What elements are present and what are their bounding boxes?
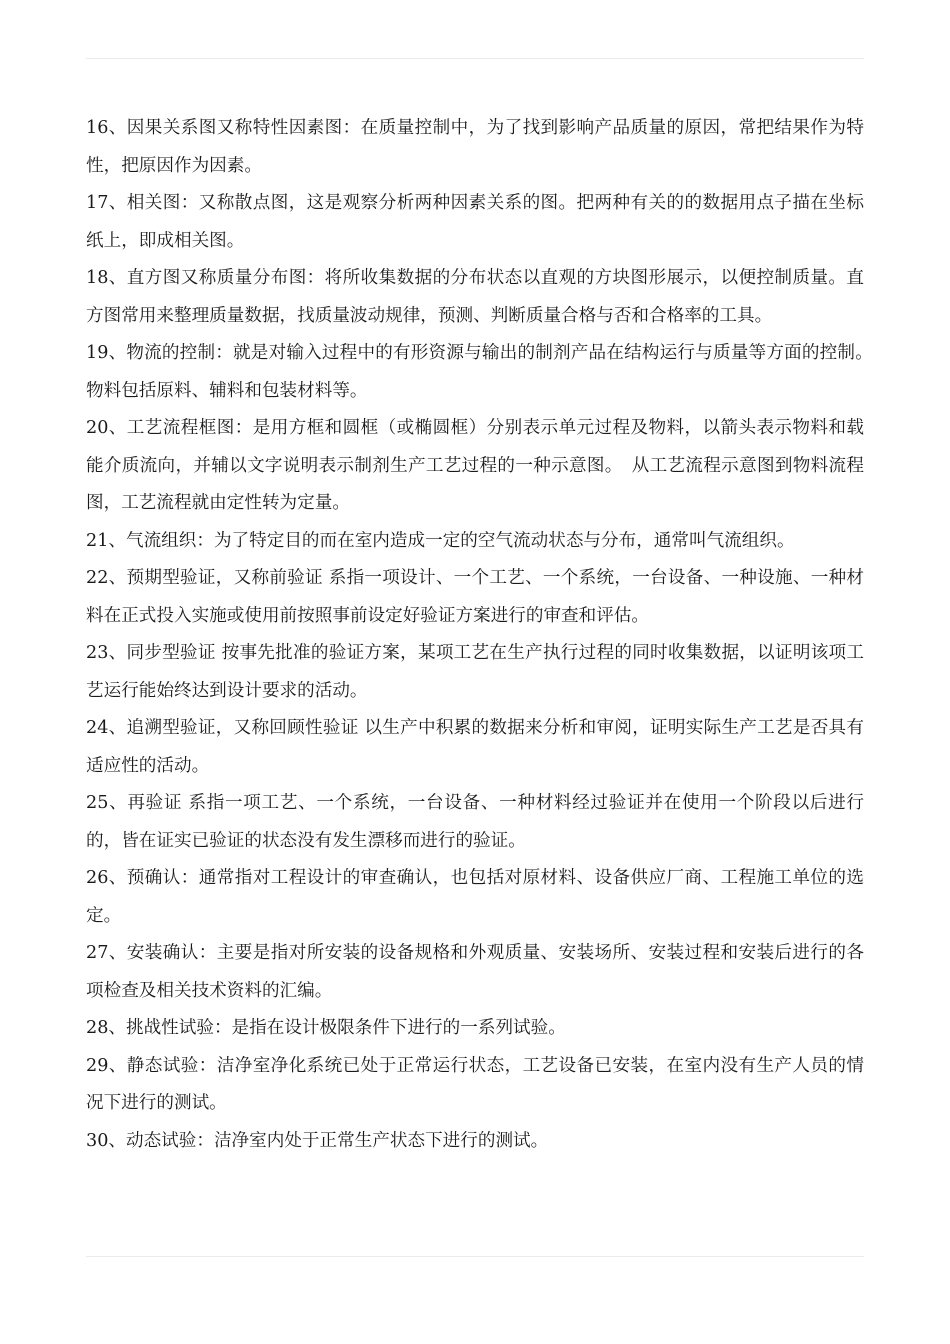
list-item (86, 635, 864, 710)
list-item (86, 1048, 864, 1123)
list-item-text: 26、预确认：通常指对工程设计的审查确认，也包括对原材料、设备供应厂商、工程施工单位的选定。 (86, 868, 864, 926)
list-item-text: 21、气流组织：为了特定目的而在室内造成一定的空气流动状态与分布，通常叫气流组织。 (86, 530, 795, 551)
list-item-text: 25、再验证 系指一项工艺、一个系统，一台设备、一种材料经过验证并在使用一个阶段以后进行的，皆在证实已验证的状态没有发生漂移而进行的验证。 (86, 793, 864, 851)
list-item-text: 27、安装确认：主要是指对所安装的设备规格和外观质量、安装场所、安装过程和安装后进行的各项检查及相关技术资料的汇编。 (86, 943, 864, 1001)
list-item (86, 185, 864, 260)
list-item-text: 20、工艺流程框图：是用方框和圆框（或椭圆框）分别表示单元过程及物料，以箭头表示物料和载能介质流向，并辅以文字说明表示制剂生产工艺过程的一种示意图。 从工艺流程示意图到物料流程图，工艺流程就由定性转为定量。 (86, 418, 864, 513)
list-item-text: 23、同步型验证 按事先批准的验证方案，某项工艺在生产执行过程的同时收集数据，以证明该项工艺运行能始终达到设计要求的活动。 (86, 643, 864, 701)
list-item (86, 410, 864, 523)
list-item (86, 1010, 864, 1048)
list-item (86, 710, 864, 785)
document-body (86, 110, 882, 1160)
list-item (86, 785, 864, 860)
list-item-text: 22、预期型验证，又称前验证 系指一项设计、一个工艺、一个系统，一台设备、一种设施、一种材料在正式投入实施或使用前按照事前设定好验证方案进行的审查和评估。 (86, 568, 864, 626)
list-item-text: 24、追溯型验证，又称回顾性验证 以生产中积累的数据来分析和审阅，证明实际生产工艺是否具有适应性的活动。 (86, 718, 864, 776)
list-item (86, 335, 882, 410)
list-item (86, 860, 864, 935)
list-item (86, 260, 864, 335)
header-rule (86, 58, 864, 59)
list-item-text: 16、因果关系图又称特性因素图：在质量控制中，为了找到影响产品质量的原因，常把结果作为特性，把原因作为因素。 (86, 118, 864, 176)
list-item (86, 523, 864, 561)
list-item (86, 935, 864, 1010)
list-item-text: 30、动态试验：洁净室内处于正常生产状态下进行的测试。 (86, 1130, 549, 1151)
list-item (86, 1123, 864, 1161)
list-item-text: 28、挑战性试验：是指在设计极限条件下进行的一系列试验。 (86, 1018, 566, 1038)
list-item (86, 110, 864, 185)
list-item-text: 19、物流的控制：就是对输入过程中的有形资源与输出的制剂产品在结构运行与质量等方面的控制。 物料包括原料、辅料和包装材料等。 (86, 343, 882, 401)
list-item-text: 17、相关图：又称散点图，这是观察分析两种因素关系的图。把两种有关的的数据用点子描在坐标纸上，即成相关图。 (86, 193, 864, 251)
list-item-text: 29、静态试验：洁净室净化系统已处于正常运行状态，工艺设备已安装，在室内没有生产人员的情况下进行的测试。 (86, 1055, 864, 1113)
footer-rule (86, 1256, 864, 1257)
list-item (86, 560, 864, 635)
list-item-text: 18、直方图又称质量分布图：将所收集数据的分布状态以直观的方块图形展示，以便控制质量。直方图常用来整理质量数据，找质量波动规律，预测、判断质量合格与否和合格率的工具。 (86, 268, 864, 326)
